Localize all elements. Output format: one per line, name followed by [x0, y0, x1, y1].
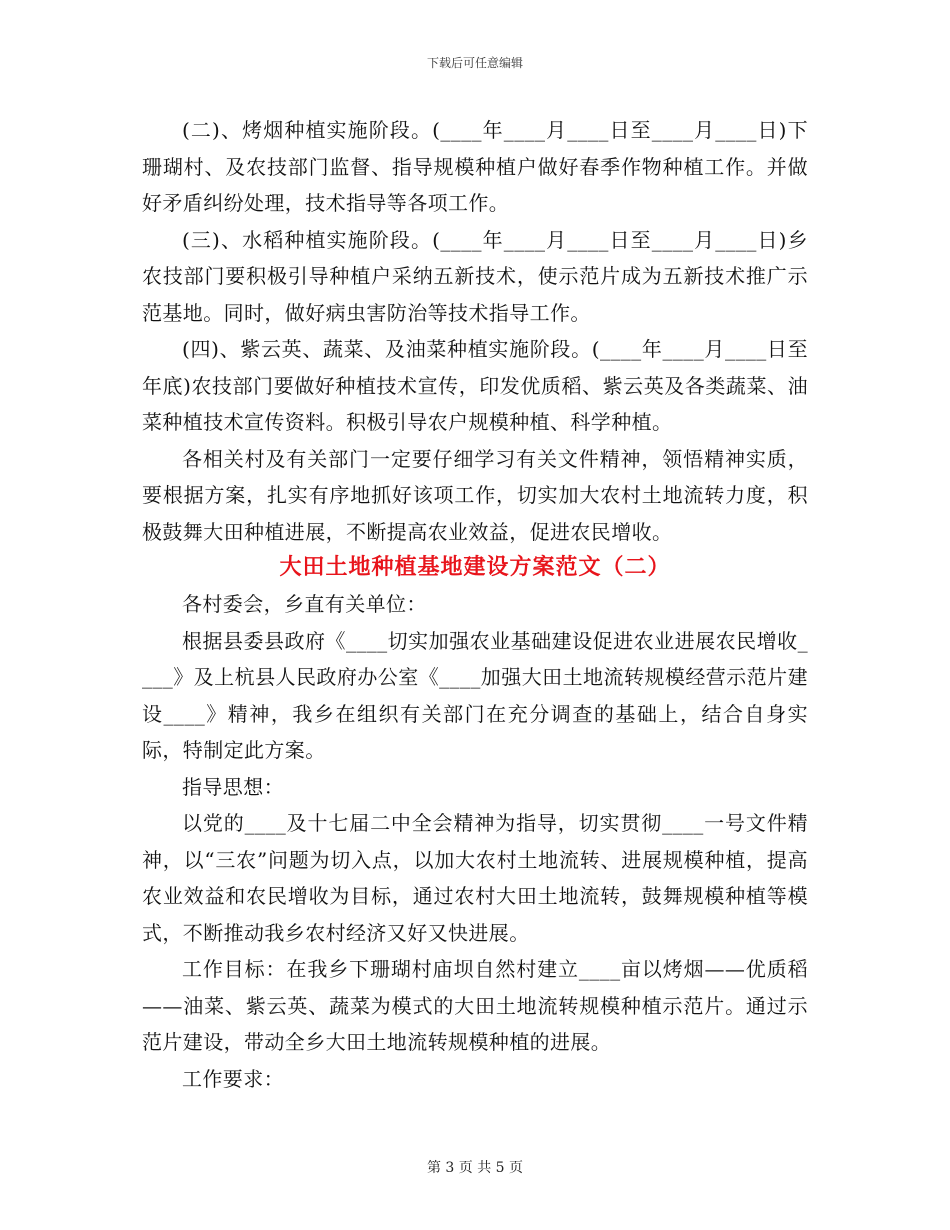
paragraph-stage-tobacco: (二)、烤烟种植实施阶段。(____年____月____日至____月____日)下珊瑚村、及农技部门监督、指导规模种植户做好春季作物种植工作。并做好矛盾纠纷处理，技术指导等各项工作。 — [142, 118, 808, 215]
paragraph-guiding-thought: 以党的____及十七届二中全会精神为指导，切实贯彻____一号文件精神，以“三农”问题为切入点，以加大农村土地流转、进展规模种植，提高农业效益和农民增收为目标，通过农村大田土地流转，鼓舞规模种植等模式，不断推动我乡农村经济又好又快进展。 — [142, 811, 808, 945]
page-footer: 第 3 页 共 5 页 — [426, 1160, 524, 1176]
section-title: 大田土地种植基地建设方案范文（二） — [279, 555, 671, 580]
page-header: 下载后可任意编辑 — [426, 56, 523, 70]
paragraph-salutation: 各村委会，乡直有关单位： — [182, 592, 427, 616]
paragraph-basis: 根据县委县政府《____切实加强农业基础建设促进农业进展农民增收____》及上杭县人民政府办公室《____加强大田土地流转规模经营示范片建设____》精神，我乡在组织有关部门在充分调查的基础上，结合自身实际，特制定此方案。 — [142, 628, 808, 762]
paragraph-closing: 各相关村及有关部门一定要仔细学习有关文件精神，领悟精神实质，要根据方案，扎实有序地抓好该项工作，切实加大农村土地流转力度，积极鼓舞大田种植进展，不断提高农业效益，促进农民增收。 — [142, 446, 808, 544]
document-body — [142, 112, 808, 1097]
paragraph-stage-rice: (三)、水稻种植实施阶段。(____年____月____日至____月____日)乡农技部门要积极引导种植户采纳五新技术，使示范片成为五新技术推广示范基地。同时，做好病虫害防治等技术指导工作。 — [142, 227, 808, 325]
paragraph-work-goal: 工作目标：在我乡下珊瑚村庙坝自然村建立____亩以烤烟——优质稻——油菜、紫云英、蔬菜为模式的大田土地流转规模种植示范片。通过示范片建设，带动全乡大田土地流转规模种植的进展。 — [142, 957, 808, 1054]
paragraph-guiding-heading: 指导思想： — [182, 774, 284, 799]
paragraph-stage-vegetables: (四)、紫云英、蔬菜、及油菜种植实施阶段。(____年____月____日至年底)农技部门要做好种植技术宣传，印发优质稻、紫云英及各类蔬菜、油菜种植技术宣传资料。积极引导农户规模种植、科学种植。 — [142, 337, 808, 434]
paragraph-work-requirements: 工作要求： — [182, 1066, 284, 1091]
